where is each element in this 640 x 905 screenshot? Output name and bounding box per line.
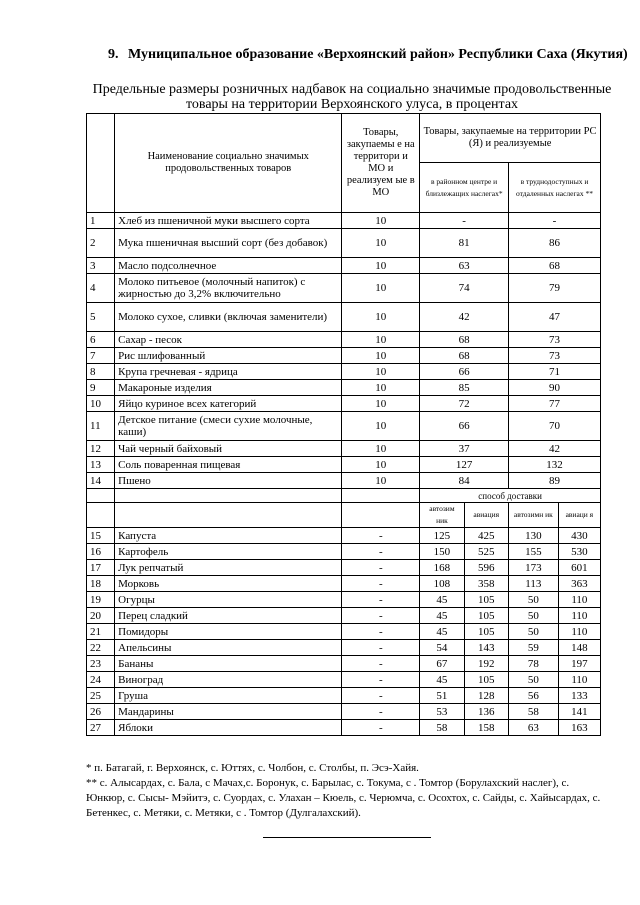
markup-mo: 10 — [342, 441, 420, 457]
header-aviation-center: авиация — [464, 503, 508, 528]
markup-remote: 73 — [508, 348, 600, 364]
table-row — [87, 688, 601, 704]
table-row — [87, 608, 601, 624]
product-name: Макароные изделия — [115, 380, 342, 396]
empty-cell — [87, 489, 115, 503]
markup-center: 37 — [420, 441, 509, 457]
markup-center: 68 — [420, 348, 509, 364]
table-row — [87, 274, 601, 303]
markup-remote-aviation: 197 — [558, 656, 600, 672]
markup-center-winter-road: 45 — [420, 624, 464, 640]
row-number: 22 — [87, 640, 115, 656]
markup-remote-aviation: 530 — [558, 544, 600, 560]
markup-center: 81 — [420, 229, 509, 258]
table-row — [87, 457, 601, 473]
row-number: 2 — [87, 229, 115, 258]
table-row — [87, 364, 601, 380]
markup-center-winter-road: 45 — [420, 608, 464, 624]
footnote-2: ** с. Алысардах, с. Бала, с Мачах,с. Боронук, с. Барылас, с. Токума, с . Томтор (Борулахский наслег), с. Юнкюр, с. Сысы- Мэйитэ, с. Суордах, с. Улахан – Кюель, с. Черюмча, с. Осохтох, с. Сайды, с. Хайысардах, с. Бетенкес, с. Метяки, с. Метяки, с . Томтор (Дулгалахский). — [86, 777, 601, 819]
markup-center-aviation: 136 — [464, 704, 508, 720]
table-row — [87, 348, 601, 364]
markup-remote-winter-road: 50 — [508, 672, 558, 688]
product-name: Молоко сухое, сливки (включая заменители) — [115, 303, 342, 332]
markup-center: 74 — [420, 274, 509, 303]
delivery-method-label: способ доставки — [420, 489, 601, 503]
markup-remote: 77 — [508, 396, 600, 412]
table-row — [87, 441, 601, 457]
markup-center-winter-road: 125 — [420, 528, 464, 544]
markup-center-winter-road: 108 — [420, 576, 464, 592]
section-number: 9. — [108, 47, 119, 62]
row-number: 8 — [87, 364, 115, 380]
markup-center: - — [420, 213, 509, 229]
table-row — [87, 229, 601, 258]
row-number: 1 — [87, 213, 115, 229]
product-name: Рис шлифованный — [115, 348, 342, 364]
markup-center-aviation: 105 — [464, 624, 508, 640]
row-number: 27 — [87, 720, 115, 736]
markup-center-winter-road: 67 — [420, 656, 464, 672]
markup-mo: - — [342, 672, 420, 688]
markup-mo: - — [342, 656, 420, 672]
row-number: 21 — [87, 624, 115, 640]
markup-center-winter-road: 150 — [420, 544, 464, 560]
markup-center-aviation: 192 — [464, 656, 508, 672]
markup-center: 72 — [420, 396, 509, 412]
markup-mo: - — [342, 592, 420, 608]
markup-remote: 71 — [508, 364, 600, 380]
footnote-1: * п. Батагай, г. Верхоянск, с. Юттях, с. Чолбон, с. Столбы, п. Эсэ-Хайя. — [86, 762, 419, 774]
markup-center-winter-road: 168 — [420, 560, 464, 576]
header-winter-road-center: автозим ник — [420, 503, 464, 528]
markup-table — [86, 113, 601, 736]
table-row — [87, 720, 601, 736]
table-row — [87, 396, 601, 412]
product-name: Мандарины — [115, 704, 342, 720]
markup-remote-aviation: 148 — [558, 640, 600, 656]
product-name: Масло подсолнечное — [115, 258, 342, 274]
markup-remote-winter-road: 155 — [508, 544, 558, 560]
markup-remote-aviation: 110 — [558, 624, 600, 640]
header-mo: Товары, закупаемы е на территори и МО и реализуем ые в МО — [342, 114, 420, 213]
markup-mo: - — [342, 576, 420, 592]
product-name: Помидоры — [115, 624, 342, 640]
markup-remote-aviation: 133 — [558, 688, 600, 704]
product-name: Крупа гречневая - ядрица — [115, 364, 342, 380]
markup-remote-winter-road: 78 — [508, 656, 558, 672]
header-index-cell — [87, 114, 115, 213]
table-row — [87, 704, 601, 720]
table-row — [87, 544, 601, 560]
markup-center-winter-road: 51 — [420, 688, 464, 704]
markup-center-winter-road: 54 — [420, 640, 464, 656]
markup-remote-aviation: 110 — [558, 672, 600, 688]
markup-remote-aviation: 141 — [558, 704, 600, 720]
markup-mo: 10 — [342, 303, 420, 332]
table-row — [87, 672, 601, 688]
row-number: 13 — [87, 457, 115, 473]
row-number: 9 — [87, 380, 115, 396]
table-row — [87, 640, 601, 656]
markup-remote-winter-road: 50 — [508, 608, 558, 624]
markup-mo: 10 — [342, 348, 420, 364]
table-row — [87, 213, 601, 229]
table-row — [87, 473, 601, 489]
row-number: 7 — [87, 348, 115, 364]
row-number: 3 — [87, 258, 115, 274]
table-row — [87, 303, 601, 332]
product-name: Яблоки — [115, 720, 342, 736]
markup-center: 42 — [420, 303, 509, 332]
empty-cell — [342, 503, 420, 528]
table-row — [87, 380, 601, 396]
markup-remote-winter-road: 173 — [508, 560, 558, 576]
markup-remote: 68 — [508, 258, 600, 274]
product-name: Сахар - песок — [115, 332, 342, 348]
product-name: Яйцо куриное всех категорий — [115, 396, 342, 412]
markup-center: 127 — [420, 457, 509, 473]
table-row — [87, 560, 601, 576]
product-name: Бананы — [115, 656, 342, 672]
product-name: Перец сладкий — [115, 608, 342, 624]
markup-center-aviation: 425 — [464, 528, 508, 544]
delivery-subheader-row — [87, 503, 601, 528]
markup-center: 66 — [420, 412, 509, 441]
table-row — [87, 412, 601, 441]
product-name: Детское питание (смеси сухие молочные, каши) — [115, 412, 342, 441]
row-number: 19 — [87, 592, 115, 608]
row-number: 20 — [87, 608, 115, 624]
row-number: 16 — [87, 544, 115, 560]
markup-center: 68 — [420, 332, 509, 348]
markup-mo: - — [342, 640, 420, 656]
markup-remote: 79 — [508, 274, 600, 303]
markup-mo: 10 — [342, 364, 420, 380]
empty-cell — [115, 503, 342, 528]
product-name: Груша — [115, 688, 342, 704]
markup-center: 63 — [420, 258, 509, 274]
delivery-header-row — [87, 489, 601, 503]
product-name: Мука пшеничная высший сорт (без добавок) — [115, 229, 342, 258]
markup-center-aviation: 105 — [464, 672, 508, 688]
markup-remote: 42 — [508, 441, 600, 457]
markup-mo: - — [342, 704, 420, 720]
markup-remote: - — [508, 213, 600, 229]
markup-mo: 10 — [342, 332, 420, 348]
markup-mo: - — [342, 688, 420, 704]
markup-remote-winter-road: 50 — [508, 592, 558, 608]
markup-center-aviation: 105 — [464, 592, 508, 608]
markup-mo: 10 — [342, 396, 420, 412]
row-number: 4 — [87, 274, 115, 303]
product-name: Соль поваренная пищевая — [115, 457, 342, 473]
header-rs: Товары, закупаемые на территории РС (Я) и реализуемые — [420, 114, 601, 163]
markup-remote-winter-road: 113 — [508, 576, 558, 592]
markup-remote-winter-road: 59 — [508, 640, 558, 656]
markup-center-aviation: 143 — [464, 640, 508, 656]
markup-mo: 10 — [342, 380, 420, 396]
markup-remote-winter-road: 63 — [508, 720, 558, 736]
row-number: 12 — [87, 441, 115, 457]
product-name: Пшено — [115, 473, 342, 489]
markup-mo: - — [342, 720, 420, 736]
row-number: 17 — [87, 560, 115, 576]
row-number: 14 — [87, 473, 115, 489]
product-name: Чай черный байховый — [115, 441, 342, 457]
markup-remote: 47 — [508, 303, 600, 332]
markup-center-aviation: 525 — [464, 544, 508, 560]
markup-mo: 10 — [342, 457, 420, 473]
header-row-1 — [87, 114, 601, 163]
header-winter-road-remote: автозимн ик — [508, 503, 558, 528]
header-aviation-remote: авиаци я — [558, 503, 600, 528]
table-row — [87, 592, 601, 608]
markup-mo: - — [342, 544, 420, 560]
markup-center-winter-road: 58 — [420, 720, 464, 736]
table-row — [87, 528, 601, 544]
markup-center-aviation: 596 — [464, 560, 508, 576]
markup-remote: 89 — [508, 473, 600, 489]
markup-remote: 90 — [508, 380, 600, 396]
markup-remote-aviation: 110 — [558, 608, 600, 624]
row-number: 18 — [87, 576, 115, 592]
row-number: 10 — [87, 396, 115, 412]
markup-mo: 10 — [342, 229, 420, 258]
markup-center-aviation: 105 — [464, 608, 508, 624]
table-row — [87, 576, 601, 592]
product-name: Морковь — [115, 576, 342, 592]
row-number: 11 — [87, 412, 115, 441]
product-name: Картофель — [115, 544, 342, 560]
product-name: Капуста — [115, 528, 342, 544]
markup-center-winter-road: 45 — [420, 672, 464, 688]
product-name: Лук репчатый — [115, 560, 342, 576]
markup-remote: 70 — [508, 412, 600, 441]
row-number: 26 — [87, 704, 115, 720]
table-caption: Предельные размеры розничных надбавок на социально значимые продовольственные товары на территории Верхоянского улуса, в процентах — [92, 82, 612, 112]
row-number: 23 — [87, 656, 115, 672]
markup-mo: 10 — [342, 213, 420, 229]
markup-remote-aviation: 430 — [558, 528, 600, 544]
markup-remote-aviation: 163 — [558, 720, 600, 736]
markup-mo: - — [342, 624, 420, 640]
markup-mo: 10 — [342, 473, 420, 489]
markup-center: 85 — [420, 380, 509, 396]
empty-cell — [115, 489, 342, 503]
markup-center-winter-road: 45 — [420, 592, 464, 608]
markup-remote-winter-road: 130 — [508, 528, 558, 544]
markup-center-winter-road: 53 — [420, 704, 464, 720]
markup-mo: - — [342, 608, 420, 624]
markup-center-aviation: 158 — [464, 720, 508, 736]
markup-mo: 10 — [342, 274, 420, 303]
markup-remote-winter-road: 58 — [508, 704, 558, 720]
header-center: в районном центре и близлежащих наслегах* — [420, 163, 509, 213]
markup-remote-winter-road: 56 — [508, 688, 558, 704]
markup-mo: 10 — [342, 412, 420, 441]
markup-center-aviation: 358 — [464, 576, 508, 592]
product-name: Огурцы — [115, 592, 342, 608]
markup-center-aviation: 128 — [464, 688, 508, 704]
markup-mo: - — [342, 528, 420, 544]
row-number: 6 — [87, 332, 115, 348]
markup-mo: - — [342, 560, 420, 576]
markup-center: 84 — [420, 473, 509, 489]
product-name: Молоко питьевое (молочный напиток) с жирностью до 3,2% включительно — [115, 274, 342, 303]
table-row — [87, 258, 601, 274]
table-row — [87, 624, 601, 640]
section-title: Муниципальное образование «Верхоянский район» Республики Саха (Якутия) — [128, 47, 628, 62]
row-number: 5 — [87, 303, 115, 332]
markup-remote: 73 — [508, 332, 600, 348]
empty-cell — [87, 503, 115, 528]
markup-remote-aviation: 363 — [558, 576, 600, 592]
row-number: 24 — [87, 672, 115, 688]
header-remote: в труднодоступных и отдаленных наслегах ** — [508, 163, 600, 213]
empty-cell — [342, 489, 420, 503]
product-name: Хлеб из пшеничной муки высшего сорта — [115, 213, 342, 229]
markup-center: 66 — [420, 364, 509, 380]
markup-remote-winter-road: 50 — [508, 624, 558, 640]
row-number: 15 — [87, 528, 115, 544]
markup-remote: 132 — [508, 457, 600, 473]
markup-remote: 86 — [508, 229, 600, 258]
markup-remote-aviation: 601 — [558, 560, 600, 576]
product-name: Виноград — [115, 672, 342, 688]
markup-remote-aviation: 110 — [558, 592, 600, 608]
markup-mo: 10 — [342, 258, 420, 274]
table-row — [87, 656, 601, 672]
footnotes — [86, 761, 606, 821]
table-row — [87, 332, 601, 348]
product-name: Апельсины — [115, 640, 342, 656]
row-number: 25 — [87, 688, 115, 704]
header-name: Наименование социально значимых продовольственных товаров — [115, 114, 342, 213]
footer-rule — [263, 837, 431, 838]
